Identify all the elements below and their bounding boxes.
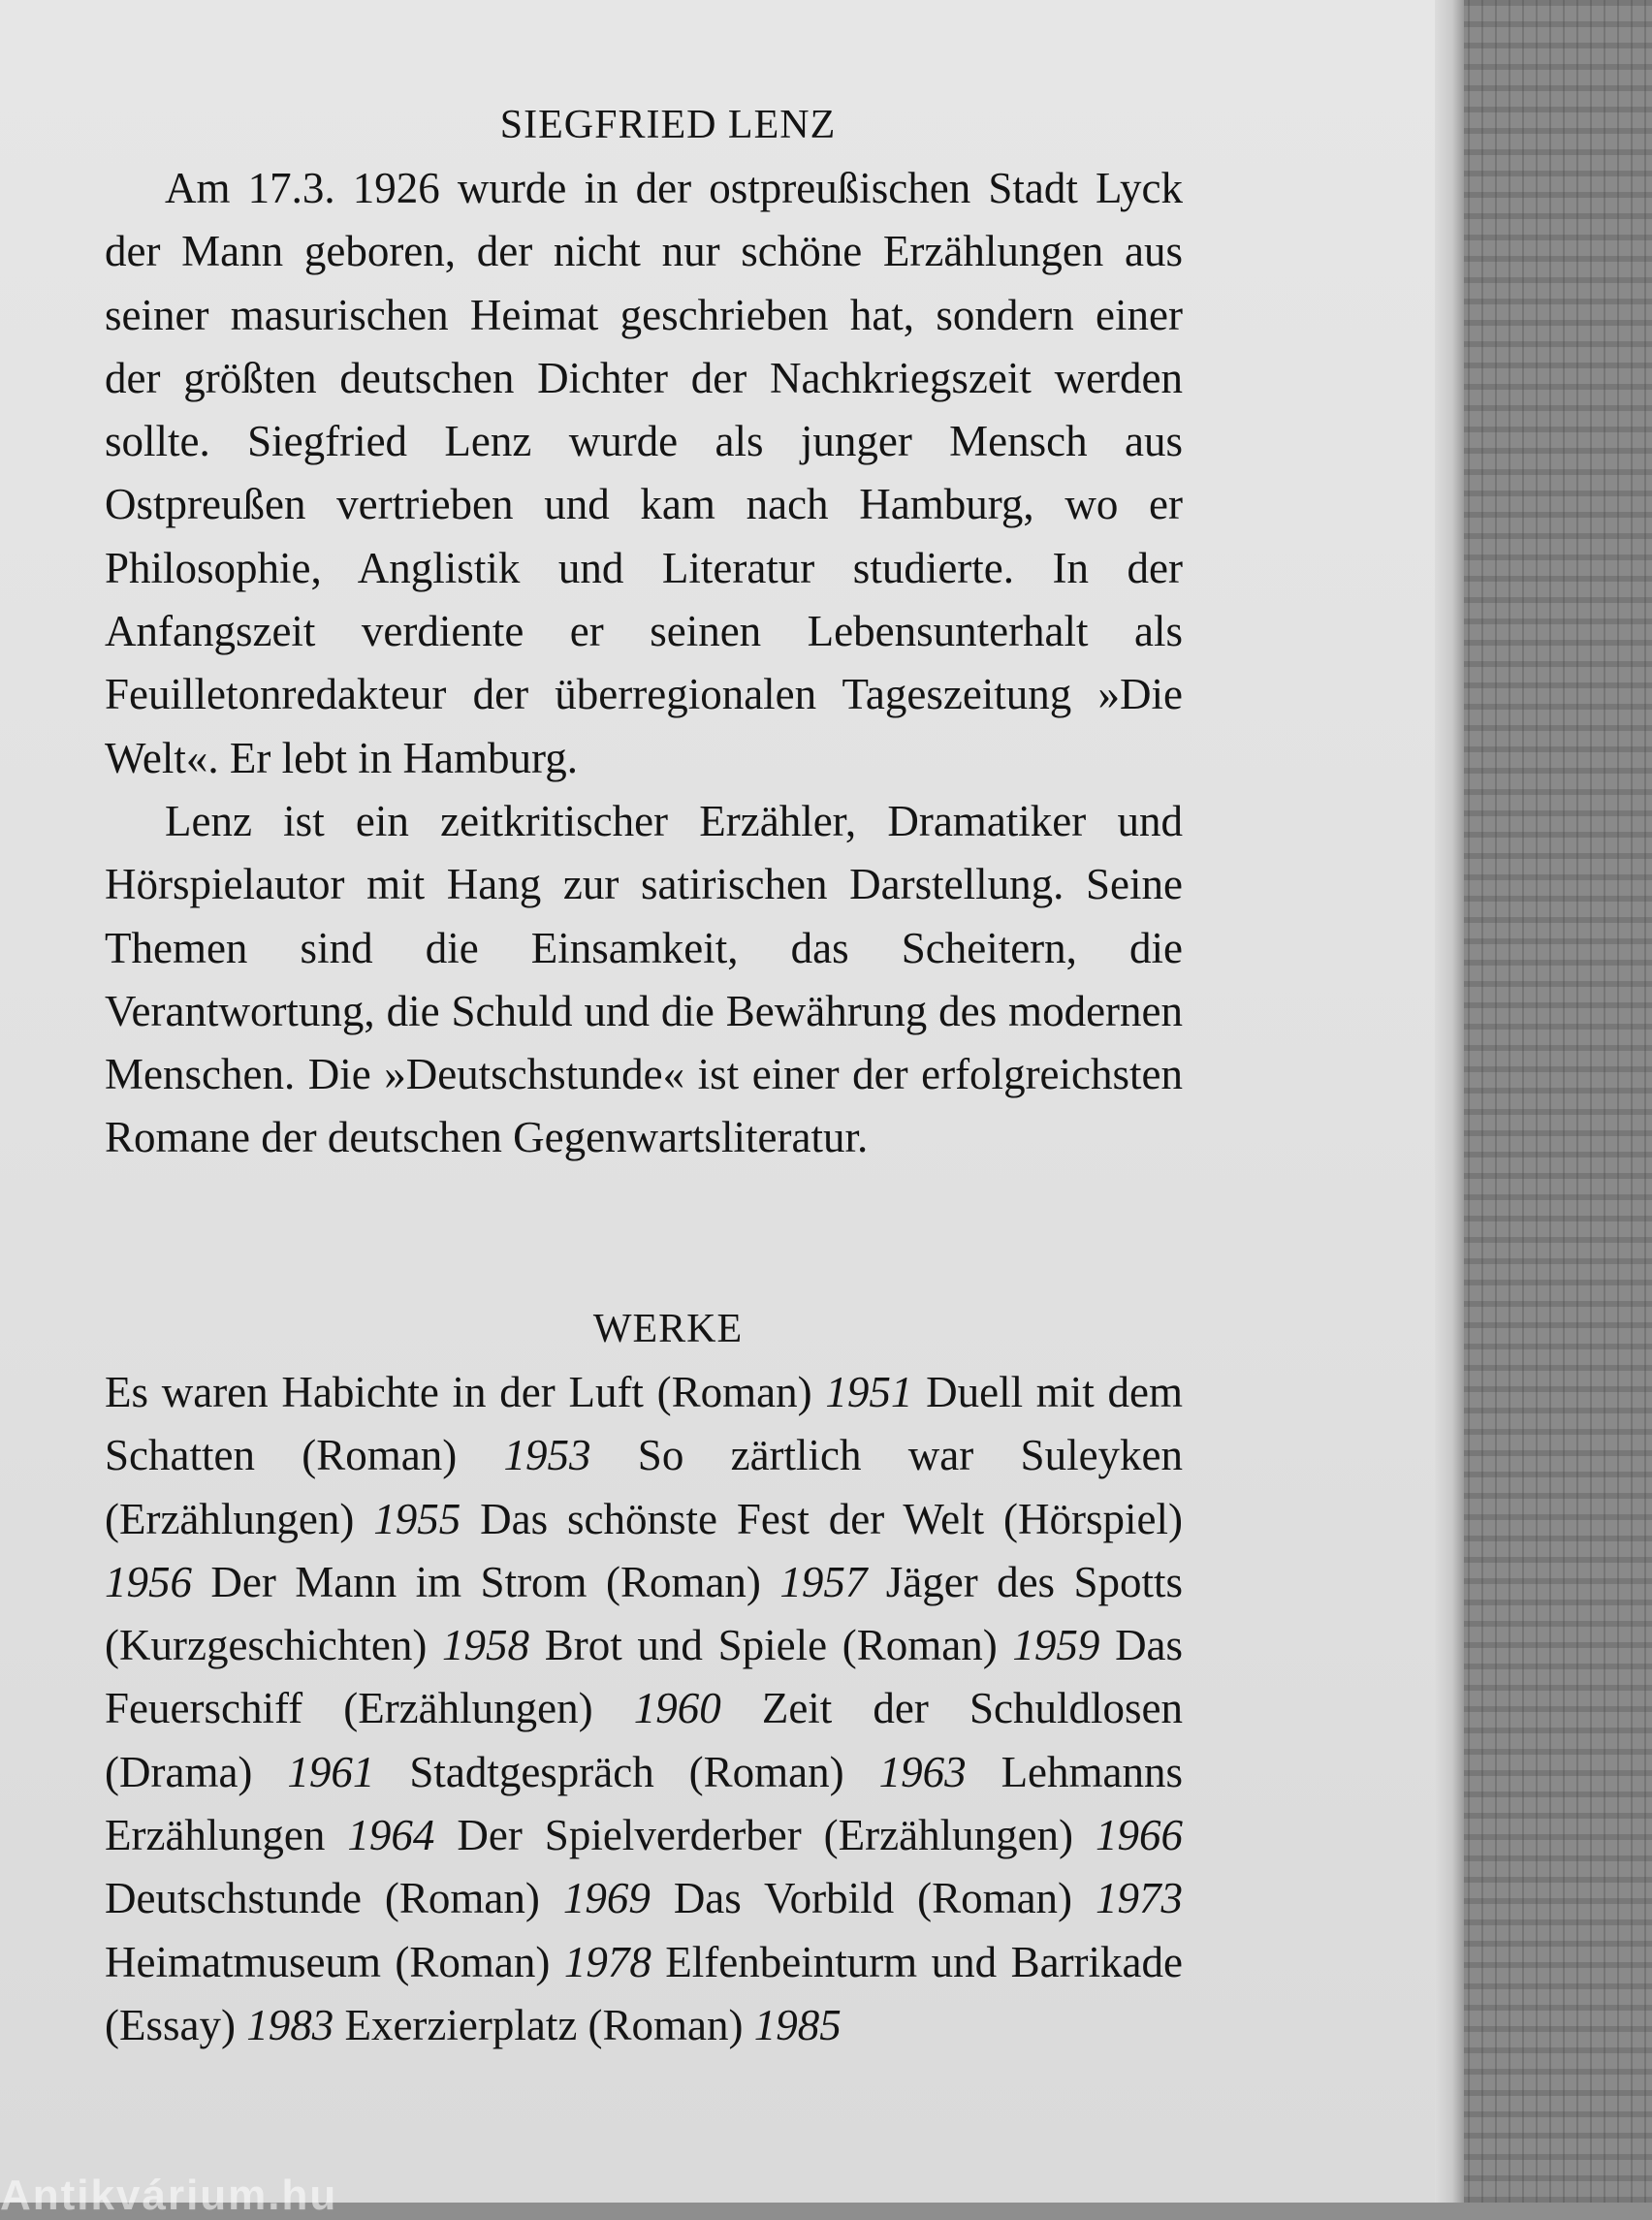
- work-year: 1964: [347, 1811, 435, 1860]
- work-title: So zärtlich war Suleyken (Erzählungen): [105, 1431, 1184, 1543]
- work-year: 1957: [779, 1557, 868, 1606]
- watermark-text: Antikvárium.hu: [0, 2172, 338, 2219]
- work-title: Stadtgespräch (Roman): [409, 1747, 844, 1796]
- work-title: Das Vorbild (Roman): [673, 1874, 1073, 1923]
- work-title: Zeit der Schuldlosen (Drama): [105, 1684, 1183, 1796]
- work-year: 1958: [442, 1621, 530, 1670]
- work-year: 1985: [753, 2000, 842, 2049]
- work-title: Der Spielverderber (Erzählungen): [457, 1811, 1074, 1860]
- works-heading: WERKE: [592, 1307, 744, 1351]
- work-year: 1955: [373, 1494, 461, 1543]
- work-year: 1973: [1096, 1874, 1184, 1923]
- work-title: Es waren Habichte in der Luft (Roman): [105, 1368, 812, 1416]
- work-year: 1983: [246, 2000, 334, 2049]
- work-year: 1978: [563, 1937, 651, 1986]
- work-title: Jäger des Spotts (Kurzgeschichten): [105, 1557, 1184, 1670]
- work-year: 1966: [1096, 1811, 1184, 1860]
- works-list: [105, 1361, 1183, 2057]
- work-title: Exerzierplatz (Roman): [344, 2000, 744, 2049]
- work-title: Heimatmuseum (Roman): [105, 1937, 551, 1986]
- work-title: Brot und Spiele (Roman): [544, 1621, 998, 1670]
- bio-paragraph-2: Lenz ist ein zeitkritischer Erzähler, Dramatiker und Hörspielautor mit Hang zur satirischen Darstellung. Seine Themen sind die Einsamkeit, das Scheitern, die Verantwortung, die Schuld und die Bewährung des modernen Menschen. Die »Deutschstunde« ist einer der erfolgreichsten Romane der deutschen Gegenwartsliteratur.: [105, 796, 1183, 1162]
- work-title: Das schönste Fest der Welt (Hörspiel): [480, 1494, 1183, 1543]
- background-surface: [1454, 0, 1652, 2203]
- work-year: 1961: [287, 1747, 375, 1796]
- work-title: Der Mann im Strom (Roman): [210, 1557, 761, 1606]
- work-year: 1951: [825, 1368, 913, 1416]
- work-year: 1969: [562, 1874, 651, 1923]
- work-year: 1960: [633, 1684, 721, 1733]
- work-title: Deutschstunde (Roman): [105, 1874, 540, 1923]
- work-year: 1963: [878, 1747, 967, 1796]
- work-year: 1956: [105, 1557, 192, 1606]
- biography-section: [105, 94, 1183, 1170]
- bio-paragraph-1: Am 17.3. 1926 wurde in der ostpreußischen Stadt Lyck der Mann geboren, der nicht nur schöne Erzählungen aus seiner masurischen Heimat geschrieben hat, sondern einer der größten deutschen Dichter der Nachkriegszeit werden sollte. Siegfried Lenz wurde als junger Mensch aus Ostpreußen vertrieben und kam nach Hamburg, wo er Philosophie, Anglistik und Literatur studierte. In der Anfangszeit verdiente er seinen Lebensunterhalt als Feuilletonredakteur der überregionalen Tageszeitung »Die Welt«. Er lebt in Hamburg.: [105, 164, 1183, 782]
- works-section: [105, 1298, 1183, 2057]
- work-title: Das Feuerschiff (Erzählungen): [105, 1621, 1184, 1733]
- work-title: Elfenbeinturm und Barrikade (Essay): [105, 1937, 1183, 2049]
- work-year: 1959: [1012, 1621, 1100, 1670]
- work-year: 1953: [503, 1431, 591, 1480]
- work-title: Lehmanns Erzählungen: [105, 1747, 1184, 1860]
- work-title: Duell mit dem Schatten (Roman): [105, 1368, 1184, 1480]
- page-edge: [1435, 0, 1464, 2203]
- author-heading: SIEGFRIED LENZ: [499, 103, 837, 147]
